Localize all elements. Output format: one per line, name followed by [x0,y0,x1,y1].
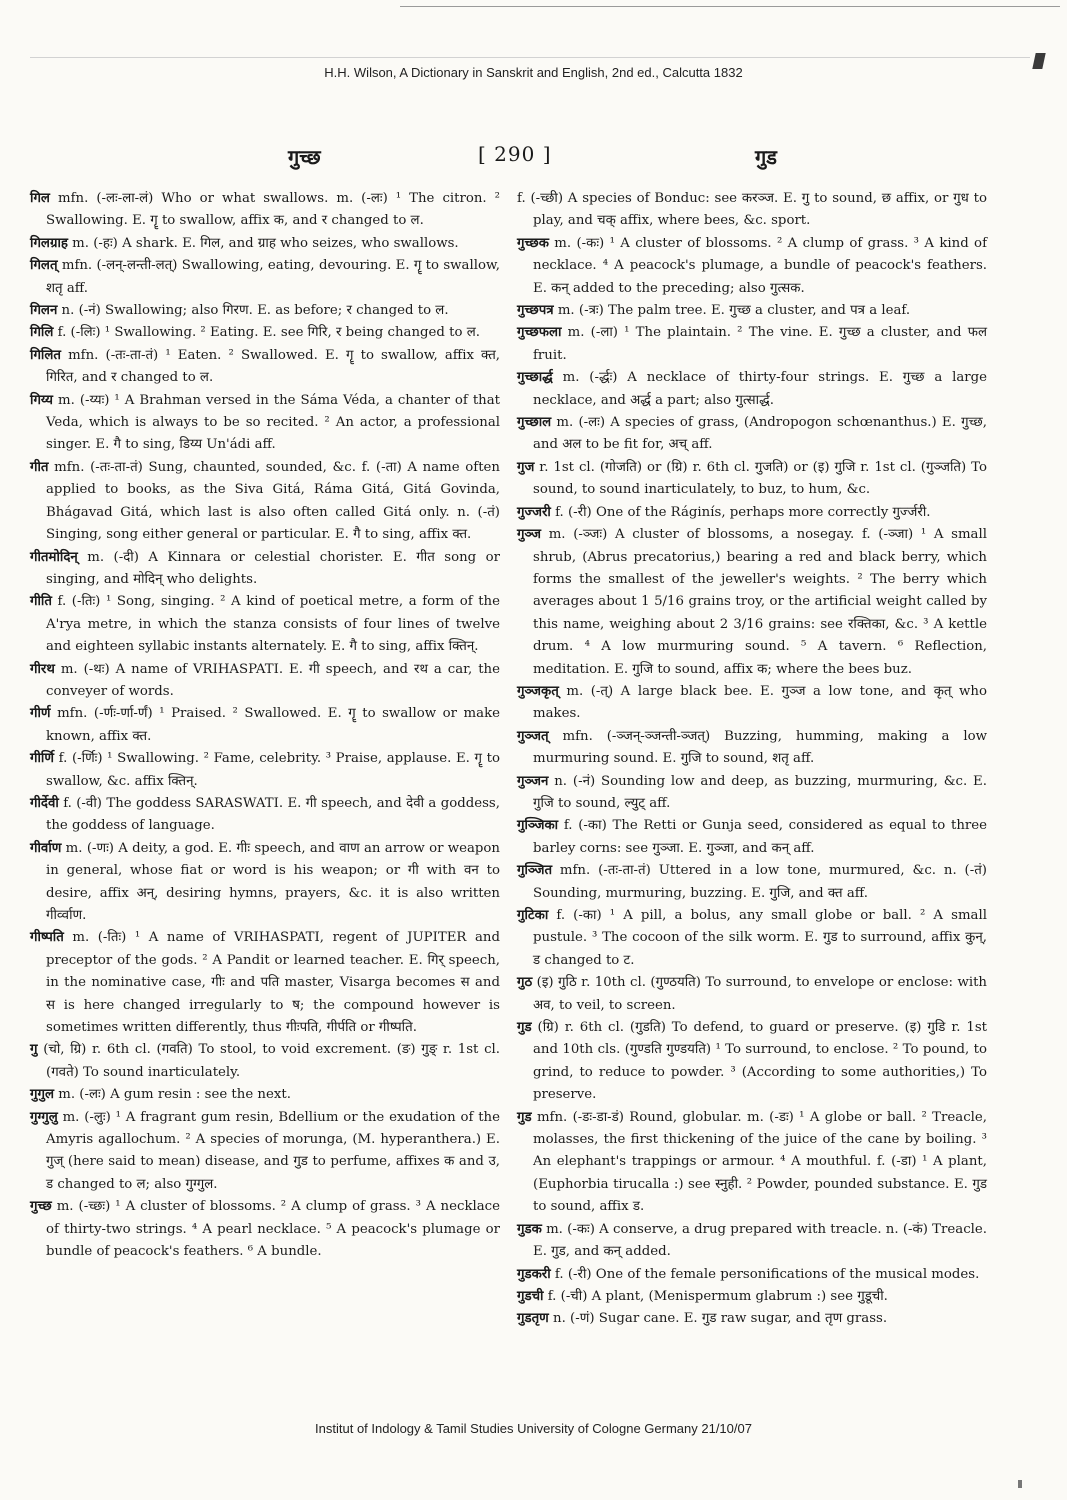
entry-headword: गिलि [30,325,54,341]
entry-headword: गुच्छ [30,1199,52,1215]
entry-headword: गुञ्जित [517,863,553,879]
entry-definition: m. (-कः) ¹ A cluster of blossoms. ² A clump of grass. ³ A kind of necklace. ⁴ A peacock's plumage, a bundle of peacock's feathers. E. कन् added to the preceding; also गुत्सक. [533,235,987,296]
dictionary-entry [30,322,500,344]
entry-definition: mfn. (-तः-ता-तं) Sung, chaunted, sounded, &c. f. (-ता) A name often applied to books, as the Siva Gitá, Ráma Gitá, Gitá Govinda, Bhágavad Gitá, which last is also often called Gitá only. n. (-तं) Singing, song either general or particular. E. गै to sing, affix क्त. [46,459,500,543]
entry-headword: गु [30,1042,38,1058]
dictionary-entry [517,300,987,322]
dictionary-entry [30,748,500,793]
dictionary-entry [517,367,987,412]
dictionary-entry [517,1017,987,1107]
dictionary-entry [517,412,987,457]
entry-headword: गुच्छाल [517,415,552,431]
entry-headword: गुगुल [30,1087,54,1103]
entry-headword: गुच्छक [517,235,549,251]
entry-definition: m. (-तिः) ¹ A name of VRIHASPATI, regent of JUPITER and preceptor of the gods. ² A Pandit or learned teacher. E. गिर् speech, in the nominative case, गीः and पति master, Visarga becomes स and स is here changed irregularly to ष; the compound however is sometimes written differently, thus गीःपति, गीर्पति or गीष्पति. [46,930,500,1036]
entry-definition: m. (-र्द्धः) A necklace of thirty-four strings. E. गुच्छ a large necklace, and अर्द्ध a part; also गुत्सार्द्ध. [533,370,987,408]
running-head-right: गुड [755,145,777,169]
scan-edge-mark [1018,1480,1022,1488]
entry-definition: n. (-नं) Swallowing; also गिरण. E. as before; र changed to ल. [57,303,449,319]
dictionary-entry [30,457,500,547]
entry-headword: गुटिका [517,908,549,923]
dictionary-entry [517,972,987,1017]
entry-headword: गुडकरी [517,1266,551,1282]
dictionary-entry [517,524,987,681]
entry-definition: f. (-तिः) ¹ Song, singing. ² A kind of poetical metre, a form of the A'rya metre, in which the stanza consists of four lines of twelve and eighteen syllabic instants alternately. E. गै to sing, affix क्तिन्. [46,594,500,655]
entry-definition: m. (-कः) A conserve, a drug prepared with treacle. n. (-कं) Treacle. E. गुड, and कन् added. [533,1221,987,1260]
entry-headword: गीर्ण [30,706,51,722]
entry-definition: f. (-वी) The goddess SARASWATI. E. गी speech, and देवी a goddess, the goddess of language. [46,795,500,834]
dictionary-entry [30,1039,500,1084]
entry-headword: गिलग्राह [30,235,68,251]
dictionary-entry [30,188,500,233]
entry-definition: m. (-लुः) ¹ A fragrant gum resin, Bdellium or the exudation of the Amyris agallochum. ² A species of morunga, (M. hyperanthera.) E. गुज् (here said to mean) disease, and गुड to perfume, affixes क and उ, ड changed to ल; also गुग्गुल. [46,1109,500,1192]
entry-headword: गुग्गुलु [30,1109,58,1125]
right-column [517,188,987,1331]
entry-definition: f. (-का) ¹ A pill, a bolus, any small globe or ball. ² A small pustule. ³ The cocoon of the silk worm. E. गुड to surround, affix कुन्, ड changed to ट. [533,908,987,968]
entry-definition: mfn. (-लः-ला-लं) Who or what swallows. m. (-लः) ¹ The citron. ² Swallowing. E. गॄ to swallow, affix क, and र changed to ल. [46,191,500,229]
entry-definition: m. (-य्यः) ¹ A Brahman versed in the Sáma Véda, a chanter of that Veda, which is always to be so recited. ² An actor, a professional singer. E. गै to sing, डिय्य Un'ádi aff. [46,392,500,453]
entry-headword: गुडची [517,1288,544,1304]
dictionary-entry [30,838,500,928]
dictionary-entry [517,1286,987,1308]
entry-headword: गुञ्जन [517,773,549,789]
dictionary-entry [30,300,500,322]
entry-definition: f. (-का) The Retti or Gunja seed, considered as equal to three barley corns: see गुञ्जा. E. गुञ्जा, and कन् aff. [533,818,987,856]
entry-definition: mfn. (-तः-ता-तं) ¹ Eaten. ² Swallowed. E. गॄ to swallow, affix क्त, गिरित, and र changed to ल. [46,347,500,386]
dictionary-entry [517,188,987,233]
entry-definition: n. (-नं) Sounding low and deep, as buzzing, murmuring, &c. E. गुजि to sound, ल्युट् aff. [533,773,987,811]
entry-definition: m. (-थः) A name of VRIHASPATI. E. गी speech, and रथ a car, the conveyer of words. [46,661,500,699]
entry-headword: गिय्य [30,392,54,408]
dictionary-entry [517,726,987,771]
entry-definition: mfn. (-तः-ता-तं) Uttered in a low tone, murmured, &c. n. (-तं) Sounding, murmuring, buzzing. E. गुजि, and क्त aff. [533,863,987,901]
entry-headword: गीर्वाण [30,840,62,856]
dictionary-entry [517,322,987,367]
entry-definition: f. (-र्णिः) ¹ Swallowing. ² Fame, celebrity. ³ Praise, applause. E. गॄ to swallow, &c. affix क्तिन्. [46,751,500,789]
dictionary-entry [517,1107,987,1219]
entry-definition: m. (-लः) A species of grass, (Andropogon schœnanthus.) E. गुच्छ, and अल to be fit for, अच् aff. [533,415,987,453]
entry-definition: m. (-हः) A shark. E. गिल, and ग्राह who seizes, who swallows. [67,235,459,251]
entry-definition: (चो, ग्रि) r. 6th cl. (गवति) To stool, to void excrement. (ङ) गुङ् r. 1st cl. (गवते) To sound inarticulately. [37,1042,500,1080]
dictionary-entry [517,502,987,524]
entry-headword: गुडक [517,1221,542,1237]
entry-definition: f. (-लिः) ¹ Swallowing. ² Eating. E. see गिरि, र being changed to ल. [53,325,480,341]
entry-definition: m. (-च्छः) ¹ A cluster of blossoms. ² A clump of grass. ³ A necklace of thirty-two strings. ⁴ A pearl necklace. ⁵ A peacock's plumage or bundle of peacock's feathers. ⁶ A bundle. [46,1199,500,1260]
dictionary-entry [517,457,987,502]
entry-definition: m. (-ला) ¹ The plaintain. ² The vine. E. गुच्छ a cluster, and फल fruit. [533,325,987,363]
entry-headword: गिल [30,191,50,206]
source-footer: Institut of Indology & Tamil Studies University of Cologne Germany 21/10/07 [315,1421,752,1436]
entry-headword: गिलन [30,303,58,319]
running-head-left: गुच्छ [288,145,321,169]
entry-definition: (ग्रि) r. 6th cl. (गुडति) To defend, to guard or preserve. (इ) गुडि r. 1st and 10th cls. (गुण्डति गुण्डयति) ¹ To surround, to enclose. ² To pound, to grind, to reduce to powder. ³ (According to some authorities,) To preserve. [531,1020,987,1103]
entry-headword: गुड [517,1020,532,1036]
left-column [30,188,500,1264]
scan-top-rule [400,6,1060,7]
dictionary-entry [30,1196,500,1263]
entry-definition: mfn. (-लन्-लन्ती-लत्) Swallowing, eating, devouring. E. गॄ to swallow, शतृ aff. [46,258,500,296]
dictionary-entry [30,1107,500,1197]
entry-headword: गुञ्जकृत् [517,683,559,699]
entry-headword: गुञ्ज [517,527,542,543]
entry-headword: गिलित [30,347,61,363]
dictionary-entry [517,1308,987,1330]
dictionary-entry [30,390,500,457]
dictionary-entry [30,703,500,748]
entry-headword: गीति [30,594,52,610]
entry-definition: n. (-णं) Sugar cane. E. गुड raw sugar, and तृण grass. [548,1311,888,1327]
dictionary-entry [30,659,500,704]
entry-definition: m. (-ञ्जः) A cluster of blossoms, a nosegay. f. (-ञ्जा) ¹ A small shrub, (Abrus precatorius,) bearing a red and black berry, which forms the smallest of the jeweller's weights. ² The berry which averages about 1 5/16 grains troy, or the artificial weight called by this name, weighing about 2 3/16 grains: see रक्तिका, &c. ³ A kettle drum. ⁴ A low murmuring sound. ⁵ A tavern. ⁶ Reflection, meditation. E. गुजि to sound, affix क; where the bees buz. [533,527,987,677]
entry-definition: r. 1st cl. (गोजति) or (ग्रि) r. 6th cl. गुजति) or (इ) गुजि r. 1st cl. (गुञ्जति) To sound, to sound inarticulately, to buz, to hum, &c. [533,459,987,498]
entry-headword: गुड [517,1109,532,1125]
entry-headword: गुञ्जिका [517,818,559,834]
entry-definition: (इ) गुठि r. 10th cl. (गुण्ठयति) To surround, to envelope or enclose: with अव, to veil, to screen. [532,975,987,1013]
entry-headword: गीर्णि [30,751,54,767]
dictionary-entry [30,547,500,592]
source-header: H.H. Wilson, A Dictionary in Sanskrit and English, 2nd ed., Calcutta 1832 [324,65,743,80]
entry-definition: mfn. (-र्णः-र्णा-र्णं) ¹ Praised. ² Swallowed. E. गॄ to swallow or make known, affix क्त. [46,706,500,744]
dictionary-entry [517,860,987,905]
entry-definition: m. (-दी) A Kinnara or celestial chorister. E. गीत song or singing, and मोदिन् who delights. [46,549,500,587]
entry-headword: गुठ [517,975,533,991]
dictionary-entry [30,233,500,255]
entry-definition: m. (-लः) A gum resin : see the next. [54,1087,291,1103]
entry-headword: गुच्छार्द्ध [517,370,553,386]
entry-definition: m. (-त्रः) The palm tree. E. गुच्छ a cluster, and पत्र a leaf. [553,303,911,319]
page-number: [ 290 ] [478,142,552,166]
entry-definition: mfn. (-डः-डा-डं) Round, globular. m. (-डः) ¹ A globe or ball. ² Treacle, molasses, the first thickening of the juice of the cane by boiling. ³ An elephant's trappings or armour. ⁴ A mouthful. f. (-डा) ¹ A plant, (Euphorbia tirucalla :) see स्नुही. ² Powder, pounded substance. E. गुड to sound, affix ड. [531,1109,987,1215]
entry-headword: गुच्छपत्र [517,303,554,319]
entry-definition: m. (-णः) A deity, a god. E. गीः speech, and वाण an arrow or weapon in general, whose fiat or word is his weapon; or गी with वन to desire, affix अन्, desiring hymns, prayers, &c. it is also written गीर्व्वाण. [46,840,500,923]
entry-definition: f. (-री) One of the Ráginís, perhaps more correctly गुर्ज्जरी. [550,504,931,520]
dictionary-entry [517,771,987,816]
entry-headword: गुञ्जत् [517,728,549,744]
dictionary-entry [517,905,987,972]
dictionary-entry [517,681,987,726]
dictionary-entry [517,1219,987,1264]
dictionary-entry [30,255,500,300]
dictionary-entry [30,345,500,390]
dictionary-entry [30,927,500,1039]
entry-definition: f. (-च्छी) A species of Bonduc: see करञ्ज. E. गु to sound, छ affix, or गुध to play, and चक् affix, where bees, &c. sport. [517,191,987,229]
entry-headword: गीष्पति [30,930,64,946]
scan-header-rule [30,57,1030,58]
dictionary-entry [30,591,500,658]
dictionary-entry [30,793,500,838]
entry-headword: गुडतृण [517,1311,549,1327]
entry-headword: गीतमोदिन् [30,549,78,565]
entry-definition: f. (-री) One of the female personifications of the musical modes. [550,1266,980,1282]
dictionary-entry [517,815,987,860]
entry-headword: गीरथ [30,661,55,677]
entry-definition: mfn. (-ञ्जन्-ञ्जन्ती-ञ्जत्) Buzzing, humming, making a low murmuring sound. E. गुजि to sound, शतृ aff. [533,728,987,767]
entry-headword: गुज [517,459,535,475]
entry-definition: m. (-त्) A large black bee. E. गुञ्ज a low tone, and कृत् who makes. [533,683,987,722]
entry-headword: गुच्छफला [517,325,562,341]
dictionary-entry [517,233,987,300]
entry-headword: गीत [30,459,49,475]
entry-headword: गुज्जरी [517,504,551,520]
entry-headword: गिलत् [30,258,58,274]
dictionary-entry [517,1264,987,1286]
entry-headword: गीर्देवी [30,795,59,811]
dictionary-entry [30,1084,500,1106]
entry-definition: f. (-ची) A plant, (Menispermum glabrum :) see गुडूची. [543,1288,888,1304]
